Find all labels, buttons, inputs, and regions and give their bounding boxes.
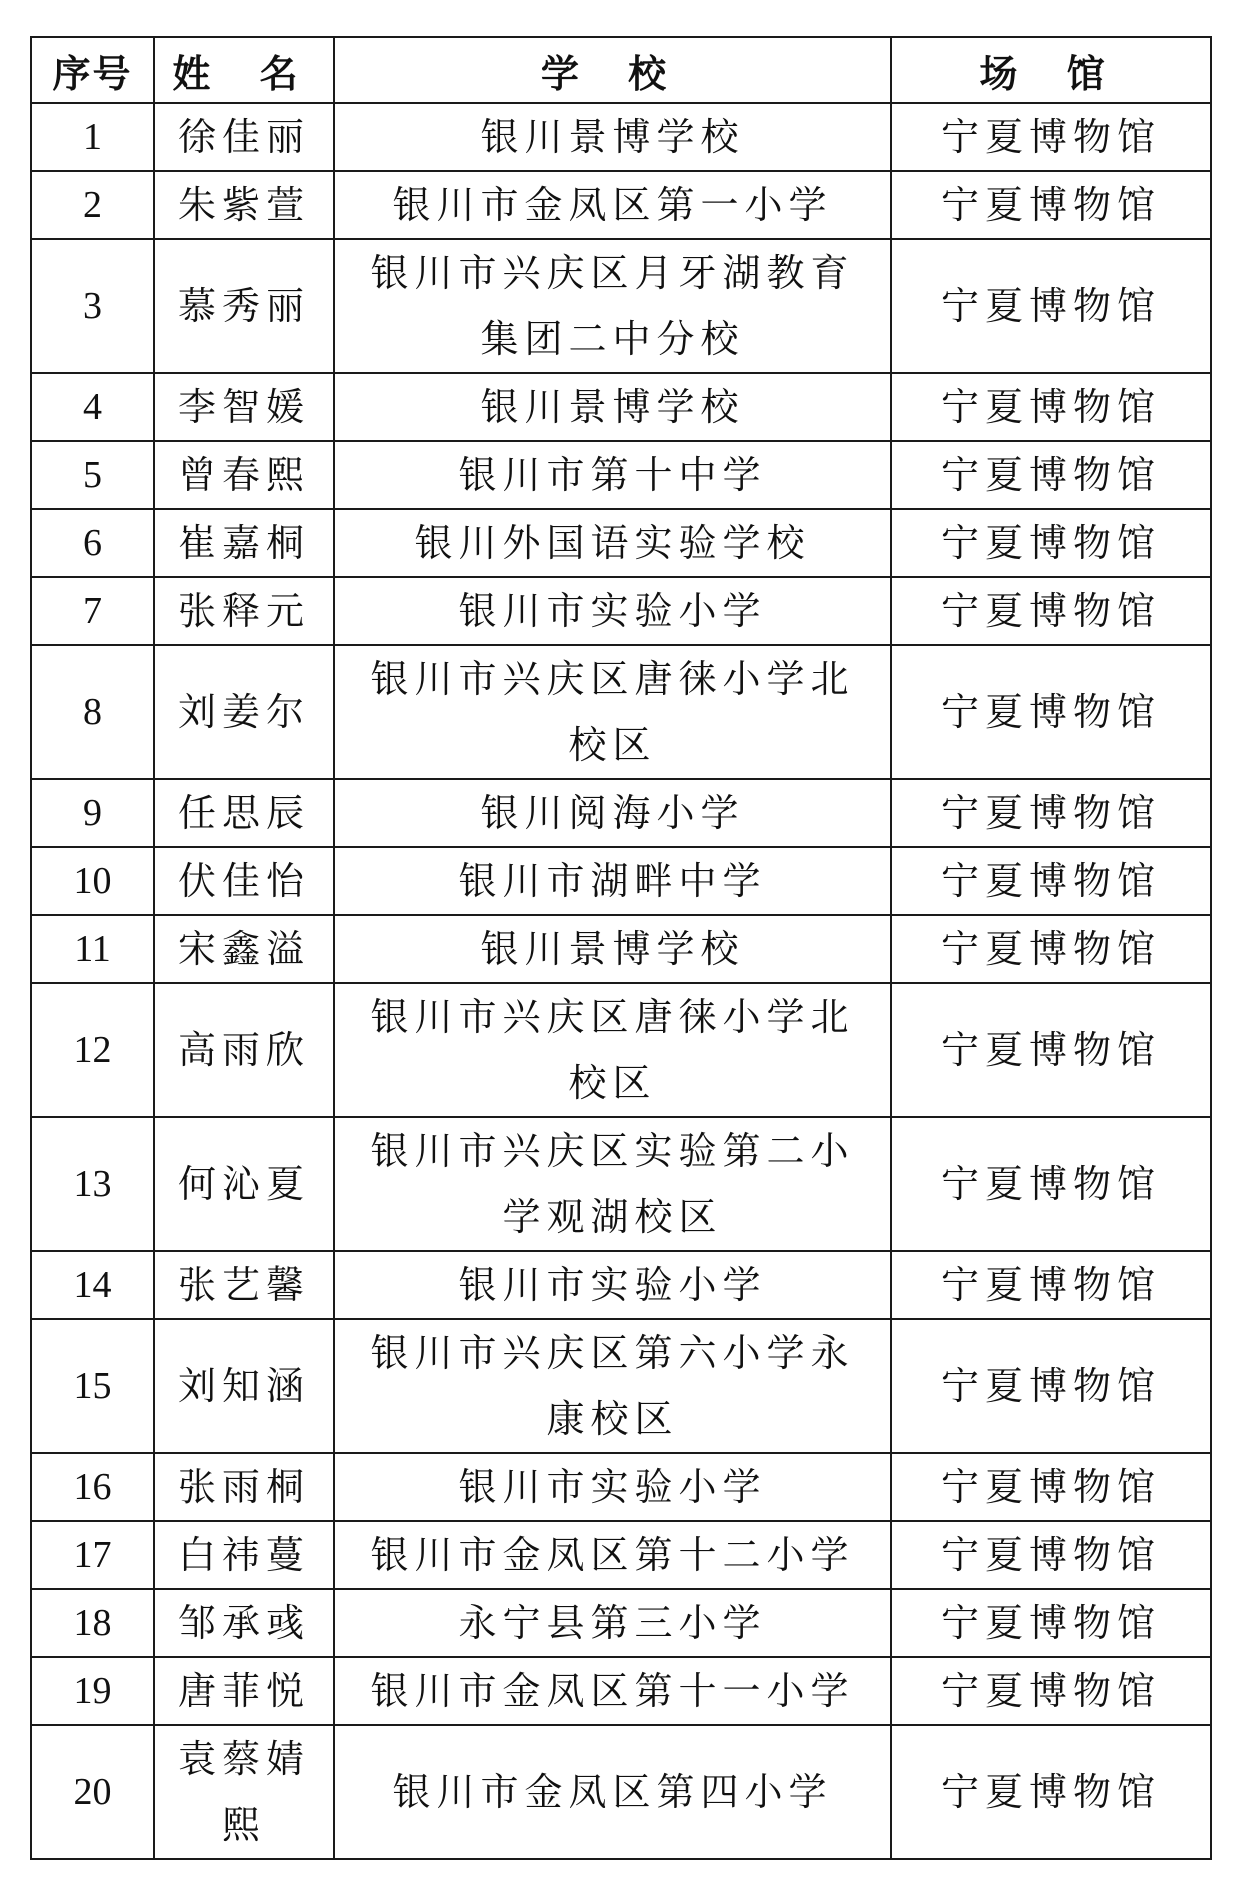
cell-venue: 宁夏博物馆 [891, 239, 1211, 373]
cell-name: 何沁夏 [154, 1117, 334, 1251]
cell-venue: 宁夏博物馆 [891, 1521, 1211, 1589]
header-venue: 场 馆 [891, 37, 1211, 103]
cell-venue: 宁夏博物馆 [891, 983, 1211, 1117]
cell-school: 银川景博学校 [334, 373, 891, 441]
cell-venue: 宁夏博物馆 [891, 847, 1211, 915]
cell-name: 徐佳丽 [154, 103, 334, 171]
header-no: 序号 [31, 37, 154, 103]
cell-no: 20 [31, 1725, 154, 1859]
cell-venue: 宁夏博物馆 [891, 1453, 1211, 1521]
cell-school: 银川阅海小学 [334, 779, 891, 847]
cell-no: 3 [31, 239, 154, 373]
cell-school: 银川市兴庆区月牙湖教育集团二中分校 [334, 239, 891, 373]
cell-school: 银川市兴庆区唐徕小学北校区 [334, 983, 891, 1117]
cell-name: 唐菲悦 [154, 1657, 334, 1725]
cell-name: 邹承彧 [154, 1589, 334, 1657]
table-row [31, 171, 1211, 239]
cell-no: 13 [31, 1117, 154, 1251]
cell-school: 银川市实验小学 [334, 1453, 891, 1521]
cell-no: 11 [31, 915, 154, 983]
cell-no: 18 [31, 1589, 154, 1657]
cell-no: 6 [31, 509, 154, 577]
cell-school: 银川市兴庆区第六小学永康校区 [334, 1319, 891, 1453]
cell-no: 14 [31, 1251, 154, 1319]
table-row [31, 373, 1211, 441]
cell-school: 银川市金凤区第四小学 [334, 1725, 891, 1859]
cell-school: 银川市湖畔中学 [334, 847, 891, 915]
table-row [31, 915, 1211, 983]
header-school: 学 校 [334, 37, 891, 103]
cell-name: 刘姜尔 [154, 645, 334, 779]
cell-venue: 宁夏博物馆 [891, 1319, 1211, 1453]
cell-name: 宋鑫溢 [154, 915, 334, 983]
cell-name: 任思辰 [154, 779, 334, 847]
table-row [31, 779, 1211, 847]
table-row [31, 441, 1211, 509]
participant-table [30, 36, 1212, 1860]
cell-venue: 宁夏博物馆 [891, 1251, 1211, 1319]
cell-no: 7 [31, 577, 154, 645]
cell-school: 永宁县第三小学 [334, 1589, 891, 1657]
cell-venue: 宁夏博物馆 [891, 1725, 1211, 1859]
cell-name: 朱紫萱 [154, 171, 334, 239]
cell-venue: 宁夏博物馆 [891, 509, 1211, 577]
cell-no: 8 [31, 645, 154, 779]
table-row [31, 1319, 1211, 1453]
cell-school: 银川市实验小学 [334, 1251, 891, 1319]
cell-name: 伏佳怡 [154, 847, 334, 915]
cell-name: 高雨欣 [154, 983, 334, 1117]
document-sheet [30, 36, 1210, 1860]
cell-venue: 宁夏博物馆 [891, 441, 1211, 509]
cell-school: 银川市第十中学 [334, 441, 891, 509]
table-row [31, 847, 1211, 915]
cell-school: 银川景博学校 [334, 103, 891, 171]
table-row [31, 1725, 1211, 1859]
cell-venue: 宁夏博物馆 [891, 779, 1211, 847]
cell-venue: 宁夏博物馆 [891, 577, 1211, 645]
header-name: 姓 名 [154, 37, 334, 103]
cell-name: 慕秀丽 [154, 239, 334, 373]
cell-school: 银川市金凤区第一小学 [334, 171, 891, 239]
cell-no: 12 [31, 983, 154, 1117]
cell-no: 1 [31, 103, 154, 171]
table-row [31, 983, 1211, 1117]
table-row [31, 577, 1211, 645]
cell-name: 李智媛 [154, 373, 334, 441]
cell-venue: 宁夏博物馆 [891, 1589, 1211, 1657]
table-row [31, 239, 1211, 373]
table-row [31, 1589, 1211, 1657]
cell-venue: 宁夏博物馆 [891, 103, 1211, 171]
cell-name: 张释元 [154, 577, 334, 645]
cell-name: 曾春熙 [154, 441, 334, 509]
cell-school: 银川外国语实验学校 [334, 509, 891, 577]
cell-no: 9 [31, 779, 154, 847]
cell-no: 19 [31, 1657, 154, 1725]
cell-name: 张艺馨 [154, 1251, 334, 1319]
cell-school: 银川市金凤区第十二小学 [334, 1521, 891, 1589]
cell-venue: 宁夏博物馆 [891, 1657, 1211, 1725]
table-row [31, 645, 1211, 779]
cell-name: 袁蔡婧熙 [154, 1725, 334, 1859]
cell-no: 17 [31, 1521, 154, 1589]
cell-no: 2 [31, 171, 154, 239]
table-row [31, 1657, 1211, 1725]
cell-no: 5 [31, 441, 154, 509]
cell-name: 崔嘉桐 [154, 509, 334, 577]
table-row [31, 509, 1211, 577]
table-row [31, 1251, 1211, 1319]
cell-name: 张雨桐 [154, 1453, 334, 1521]
cell-school: 银川景博学校 [334, 915, 891, 983]
cell-venue: 宁夏博物馆 [891, 915, 1211, 983]
cell-school: 银川市实验小学 [334, 577, 891, 645]
cell-venue: 宁夏博物馆 [891, 1117, 1211, 1251]
cell-venue: 宁夏博物馆 [891, 373, 1211, 441]
table-row [31, 1521, 1211, 1589]
table-header-row [31, 37, 1211, 103]
cell-school: 银川市金凤区第十一小学 [334, 1657, 891, 1725]
cell-name: 刘知涵 [154, 1319, 334, 1453]
cell-venue: 宁夏博物馆 [891, 171, 1211, 239]
cell-school: 银川市兴庆区实验第二小学观湖校区 [334, 1117, 891, 1251]
cell-venue: 宁夏博物馆 [891, 645, 1211, 779]
cell-no: 15 [31, 1319, 154, 1453]
cell-school: 银川市兴庆区唐徕小学北校区 [334, 645, 891, 779]
table-row [31, 1117, 1211, 1251]
cell-name: 白祎蔓 [154, 1521, 334, 1589]
table-row [31, 1453, 1211, 1521]
cell-no: 16 [31, 1453, 154, 1521]
table-row [31, 103, 1211, 171]
cell-no: 4 [31, 373, 154, 441]
cell-no: 10 [31, 847, 154, 915]
